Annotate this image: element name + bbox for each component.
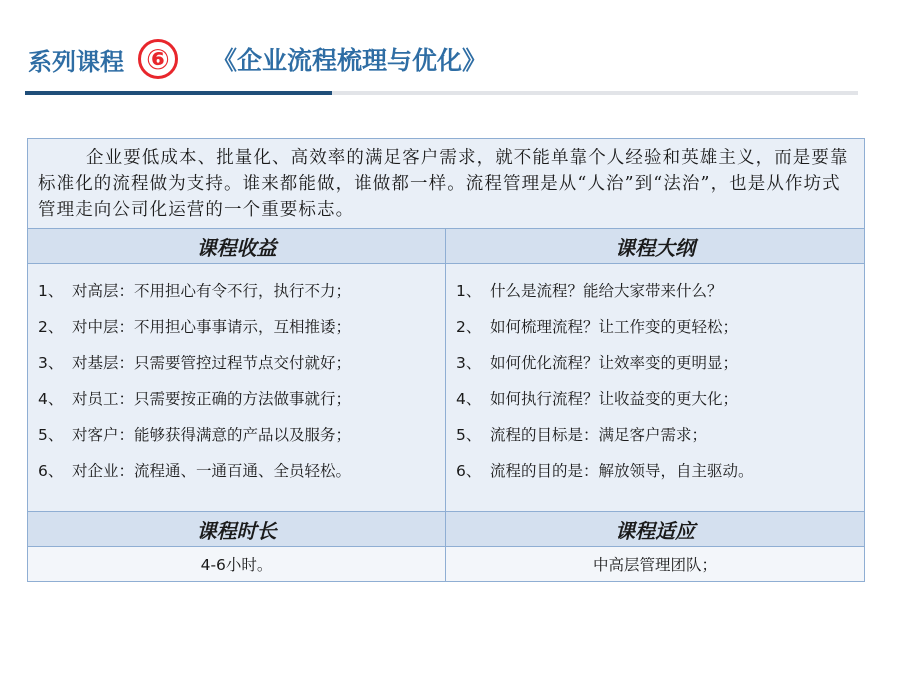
item-number: 6、 [38, 462, 64, 480]
item-text: 对基层：只需要管控过程节点交付就好； [72, 354, 352, 372]
list-item [38, 456, 445, 492]
list-item [456, 312, 864, 348]
list-row [28, 264, 865, 512]
list-item [456, 420, 864, 456]
item-number: 3、 [456, 354, 482, 372]
intro-cell [28, 139, 865, 229]
title-divider-accent [25, 91, 332, 95]
list-item [38, 384, 445, 420]
list-item [38, 312, 445, 348]
duration-heading: 课程时长 [196, 518, 277, 543]
outline-cell [446, 264, 865, 512]
item-text: 对客户：能够获得满意的产品以及服务； [72, 426, 352, 444]
item-text: 对高层：不用担心有令不行，执行不力； [72, 282, 352, 300]
outline-heading: 课程大纲 [615, 235, 695, 260]
item-number: 4、 [456, 390, 482, 408]
audience-header [446, 512, 865, 547]
item-number: 5、 [456, 426, 482, 444]
item-text: 流程的目的是：解放领导，自主驱动。 [490, 462, 754, 480]
item-number: 1、 [38, 282, 64, 300]
benefits-header [28, 229, 446, 264]
intro-text: 企业要低成本、批量化、高效率的满足客户需求，就不能单靠个人经验和英雄主义，而是要靠标准化的流程做为支持。谁来都能做，谁做都一样。流程管理是从“人治”到“法治”，也是从作坊式管理走向公司化运营的一个重要标志。 [38, 148, 849, 220]
course-table [27, 138, 865, 582]
list-item [456, 384, 864, 420]
section-header-row [28, 512, 865, 547]
item-number: 3、 [38, 354, 64, 372]
series-number-badge: ⑥ [138, 39, 178, 79]
item-text: 如何梳理流程？让工作变的更轻松； [490, 318, 739, 336]
benefits-cell [28, 264, 446, 512]
benefits-list [28, 264, 445, 492]
list-item [38, 420, 445, 456]
item-number: 5、 [38, 426, 64, 444]
intro-row [28, 139, 865, 229]
item-text: 对员工：只需要按正确的方法做事就行； [72, 390, 352, 408]
duration-value: 4-6小时。 [28, 547, 446, 582]
duration-header [28, 512, 446, 547]
item-number: 4、 [38, 390, 64, 408]
item-number: 6、 [456, 462, 482, 480]
course-name: 《企业流程梳理与优化》 [212, 46, 488, 75]
item-number: 2、 [456, 318, 482, 336]
series-label: 系列课程 [28, 47, 124, 76]
item-text: 什么是流程？能给大家带来什么？ [490, 282, 723, 300]
item-text: 如何执行流程？让收益变的更大化； [490, 390, 739, 408]
item-text: 对中层：不用担心事事请示，互相推诿； [72, 318, 352, 336]
value-row [28, 547, 865, 582]
list-item [456, 348, 864, 384]
item-text: 流程的目标是：满足客户需求； [490, 426, 708, 444]
slide-title [28, 34, 487, 84]
benefits-heading: 课程收益 [196, 235, 277, 260]
item-text: 对企业：流程通、一通百通、全员轻松。 [72, 462, 352, 480]
item-number: 2、 [38, 318, 64, 336]
item-text: 如何优化流程？让效率变的更明显； [490, 354, 739, 372]
list-item [456, 276, 864, 312]
list-item [456, 456, 864, 492]
list-item [38, 276, 445, 312]
section-header-row [28, 229, 865, 264]
item-number: 1、 [456, 282, 482, 300]
outline-list [446, 264, 864, 492]
list-item [38, 348, 445, 384]
audience-value: 中高层管理团队； [446, 547, 865, 582]
outline-header [446, 229, 865, 264]
audience-heading: 课程适应 [615, 518, 695, 543]
